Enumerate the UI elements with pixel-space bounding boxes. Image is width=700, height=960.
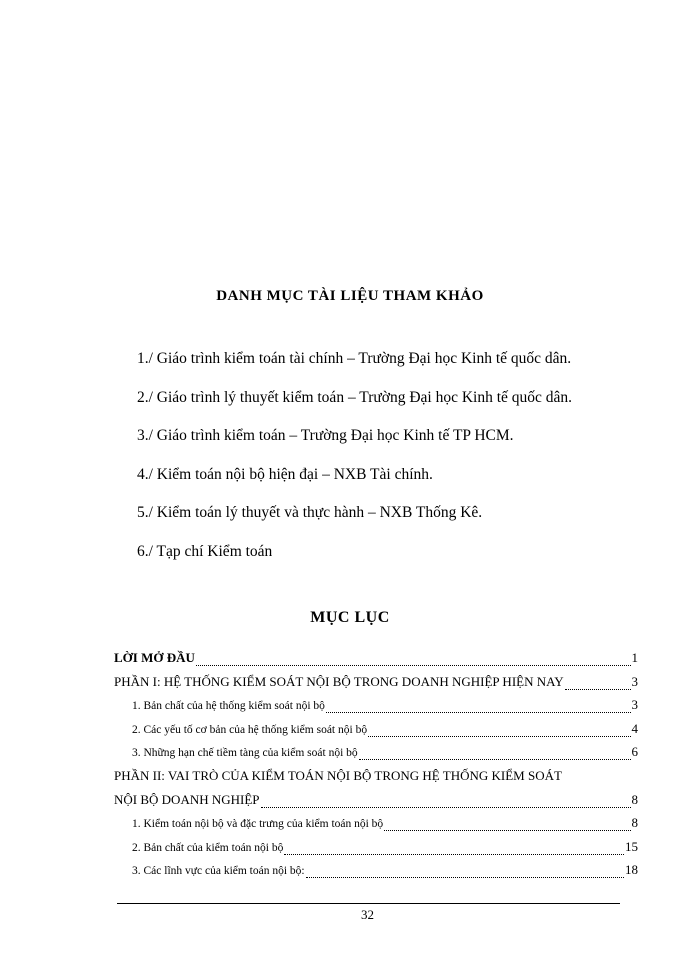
- toc-entry-page: 8: [631, 791, 638, 807]
- toc-entry[interactable]: [114, 860, 638, 884]
- toc-entry-page: 8: [631, 815, 638, 830]
- toc-entry[interactable]: [114, 672, 638, 696]
- footer-divider: [117, 903, 620, 904]
- page-number: 32: [361, 907, 374, 922]
- toc-entry-text: NỘI BỘ DOANH NGHIỆP: [114, 791, 260, 807]
- reference-item: 6./ Tạp chí Kiểm toán: [137, 542, 273, 560]
- reference-item: 5./ Kiểm toán lý thuyết và thực hành – NXB Thống Kê.: [137, 504, 483, 522]
- reference-item: 3./ Giáo trình kiểm toán – Trường Đại học Kinh tế TP HCM.: [137, 427, 514, 445]
- toc-entry-text: 3. Các lĩnh vực của kiểm toán nội bộ:: [132, 865, 305, 877]
- toc-entry-text: 3. Những hạn chế tiềm tàng của kiểm soát nội bộ: [132, 747, 358, 759]
- toc-leader-dots: [565, 677, 631, 690]
- toc-leader-dots: [261, 795, 631, 808]
- reference-item: 4./ Kiểm toán nội bộ hiện đại – NXB Tài chính.: [137, 465, 433, 483]
- toc-leader-dots: [326, 700, 631, 713]
- toc-entry-text: 1. Kiểm toán nội bộ và đặc trưng của kiểm toán nội bộ: [132, 818, 384, 830]
- toc-leader-dots: [306, 865, 624, 878]
- toc-entry[interactable]: [114, 742, 638, 766]
- toc-leader-dots: [196, 653, 631, 666]
- references-list: [137, 349, 572, 581]
- toc-entry-page: 4: [631, 720, 638, 736]
- toc-entry-text: 1. Bản chất của hệ thống kiểm soát nội bộ: [132, 700, 325, 712]
- toc-entry-text: 2. Các yếu tố cơ bản của hệ thống kiểm soát nội bộ: [132, 723, 368, 736]
- toc-entry[interactable]: [114, 695, 638, 719]
- toc-entry-page: 3: [631, 673, 638, 689]
- toc-entry-text: 2. Bản chất của kiểm toán nội bộ: [132, 841, 284, 854]
- toc-entry[interactable]: [114, 790, 638, 814]
- toc-entry-page: 18: [625, 862, 638, 877]
- toc-entry[interactable]: [114, 813, 638, 837]
- toc-leader-dots: [284, 842, 624, 855]
- toc-entry[interactable]: [114, 648, 638, 672]
- toc-entry-page: 6: [631, 744, 638, 759]
- toc-entry-page: 3: [631, 697, 638, 712]
- table-of-contents: [114, 648, 638, 884]
- toc-entry-text: PHẦN I: HỆ THỐNG KIỂM SOÁT NỘI BỘ TRONG DOANH NGHIỆP HIỆN NAY: [114, 673, 564, 689]
- toc-entry-text: PHẦN II: VAI TRÒ CỦA KIỂM TOÁN NỘI BỘ TRONG HỆ THỐNG KIỂM SOÁT: [114, 767, 562, 783]
- toc-entry-page: 15: [625, 838, 638, 854]
- reference-item: 1./ Giáo trình kiểm toán tài chính – Trường Đại học Kinh tế quốc dân.: [137, 350, 572, 367]
- toc-leader-dots: [359, 747, 631, 760]
- toc-entry-page: 1: [631, 650, 638, 665]
- toc-entry-text: LỜI MỞ ĐẦU: [114, 650, 195, 665]
- toc-entry[interactable]: [114, 719, 638, 743]
- toc-leader-dots: [384, 818, 630, 831]
- toc-entry[interactable]: [114, 766, 638, 790]
- toc-leader-dots: [368, 724, 630, 737]
- toc-title: MỤC LỤC: [310, 609, 390, 626]
- reference-item: 2./ Giáo trình lý thuyết kiểm toán – Trường Đại học Kinh tế quốc dân.: [137, 388, 573, 406]
- references-title: DANH MỤC TÀI LIỆU THAM KHẢO: [216, 288, 484, 304]
- toc-entry[interactable]: [114, 837, 638, 861]
